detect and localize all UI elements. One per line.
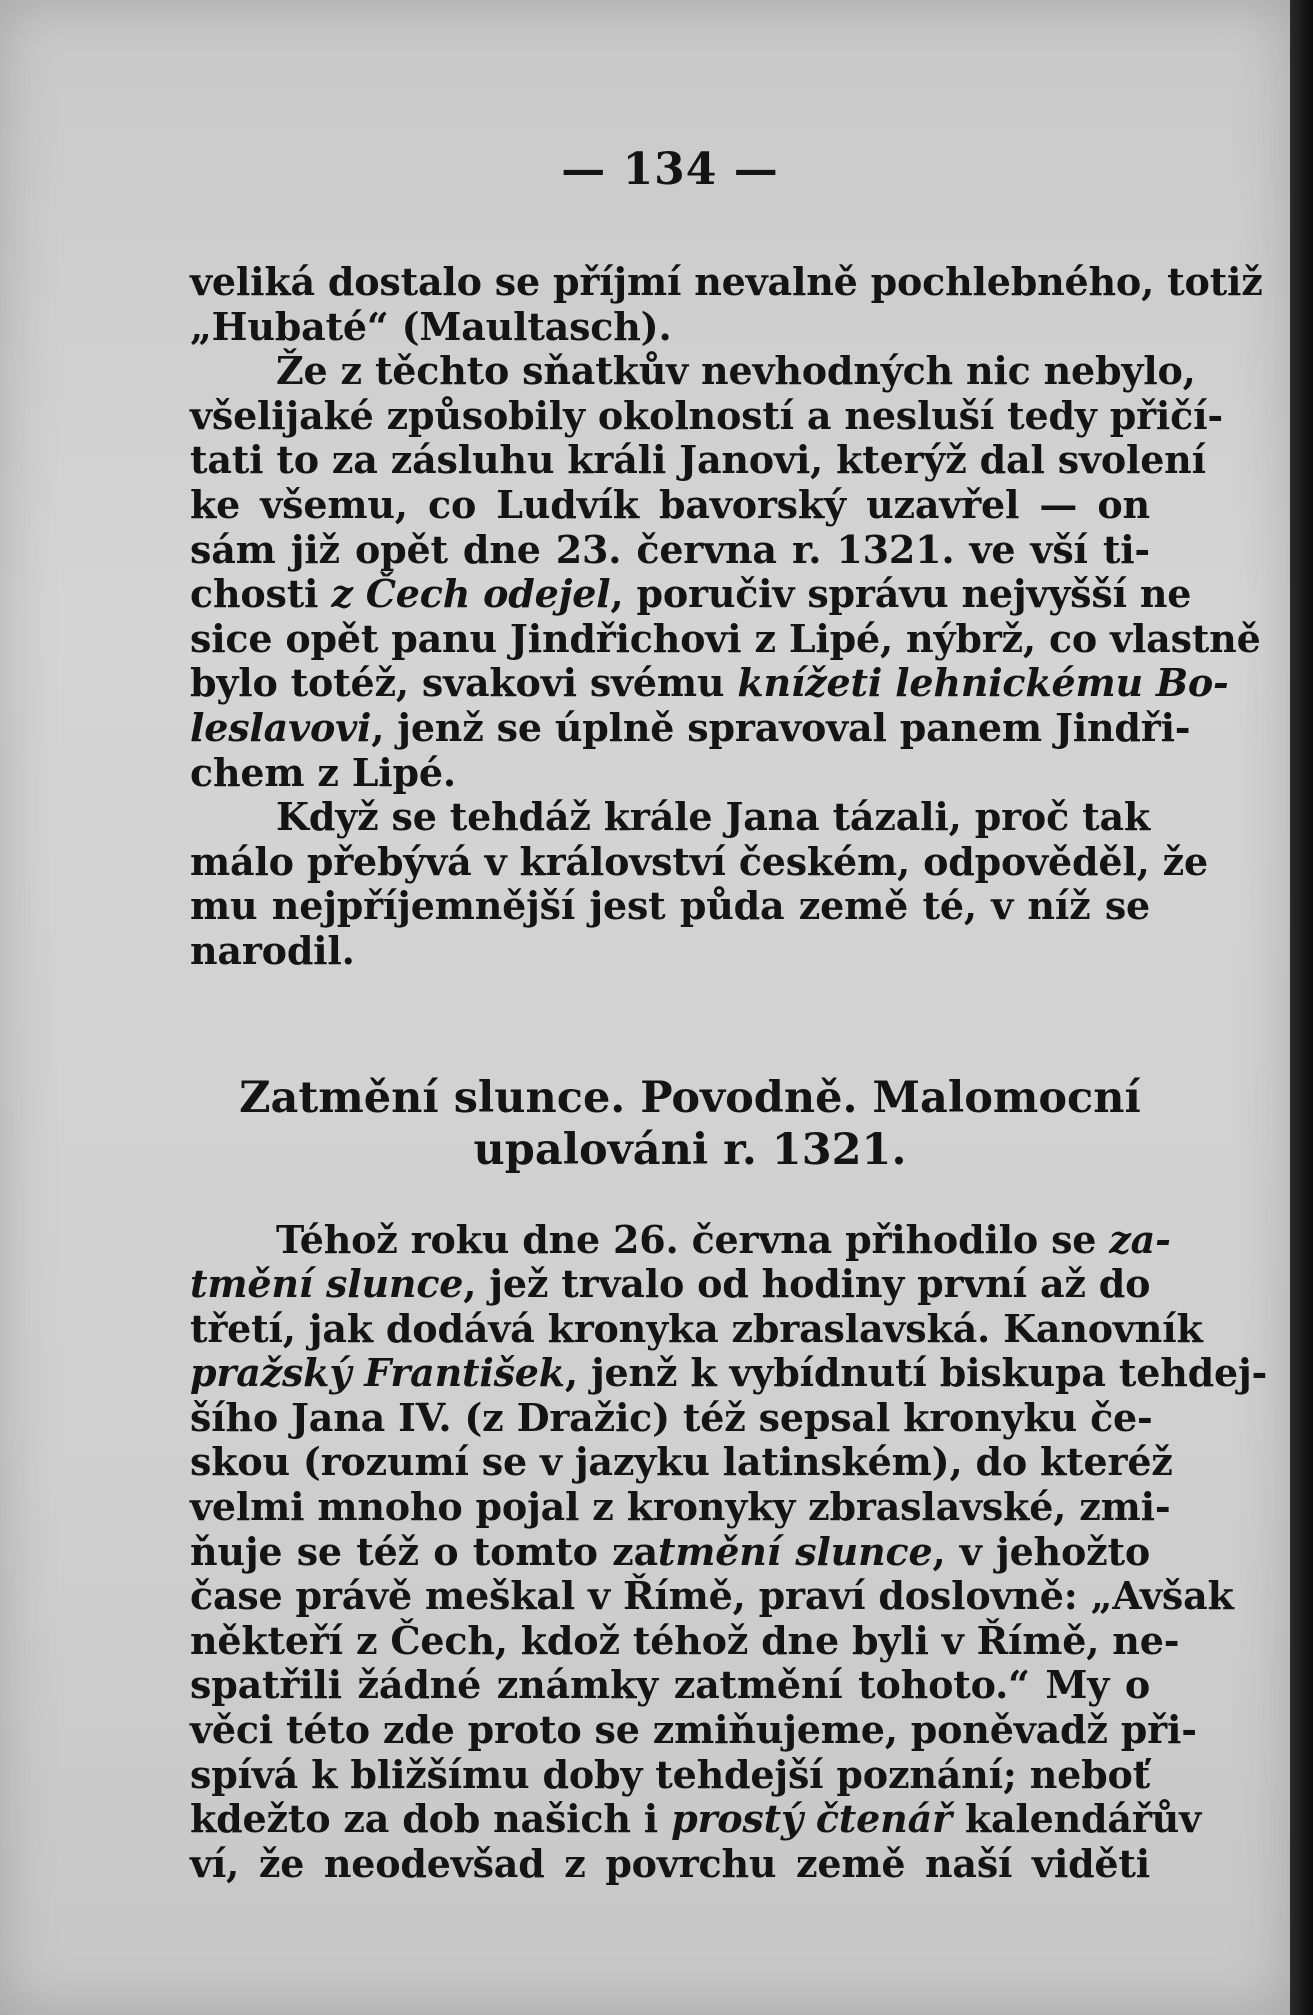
text-line: narodil. [190, 927, 355, 973]
text-line: spívá k bližšímu doby tehdejší poznání; neboť [190, 1751, 1150, 1797]
heading-line: Zatmění slunce. Povodně. Malomocní [239, 1072, 1141, 1123]
paragraph-2 [190, 348, 1261, 795]
text-line: třetí, jak dodává kronyka zbraslavská. Kanovník [190, 1305, 1203, 1351]
paragraph-1 [190, 259, 1263, 349]
text-line: bylo totéž, svakovi svému knížeti lehnickému Bo- [190, 660, 1229, 706]
page-edge-shadow [1290, 0, 1313, 2015]
text-line: sám již opět dne 23. června r. 1321. ve vší ti- [190, 526, 1150, 572]
text-line: někteří z Čech, kdož téhož dne byli v Římě, ne- [190, 1617, 1180, 1663]
heading-line: upalováni r. 1321. [473, 1124, 907, 1175]
text-line: všelijaké způsobily okolností a nesluší tedy přičí- [190, 392, 1223, 438]
text-line: Když se tehdáž krále Jana tázali, proč tak [276, 794, 1150, 840]
text-line: skou (rozumí se v jazyku latinském), do kteréž [190, 1439, 1173, 1485]
text-line: šího Jana IV. (z Dražic) též sepsal kronyku če- [190, 1394, 1153, 1440]
section-heading [190, 1072, 1150, 1176]
text-line: spatřili žádné známky zatmění tohoto.“ My o [190, 1662, 1150, 1708]
paragraph-3 [190, 794, 1208, 973]
text-line: Téhož roku dne 26. června přihodilo se za- [276, 1216, 1171, 1262]
text-line: ví, že neodevšad z povrchu země naší viděti [190, 1840, 1150, 1886]
text-line: velmi mnoho pojal z kronyky zbraslavské, zmi- [190, 1484, 1171, 1530]
text-line: pražský František, jenž k vybídnutí biskupa tehdej- [190, 1350, 1268, 1396]
text-line: „Hubaté“ (Maultasch). [190, 303, 672, 349]
text-line: ke všemu, co Ludvík bavorský uzavřel — on [190, 481, 1150, 527]
text-line: věci této zde proto se zmiňujeme, poněvadž při- [190, 1707, 1197, 1753]
text-line: Že z těchto sňatkův nevhodných nic nebylo, [276, 348, 1196, 394]
text-line: sice opět panu Jindřichovi z Lipé, nýbrž, co vlastně [190, 615, 1261, 661]
text-line: kdežto za dob našich i prostý čtenář kalendářův [190, 1796, 1201, 1842]
text-line: málo přebývá v království českém, odpověděl, že [190, 838, 1208, 884]
text-line: mu nejpříjemnější jest půda země té, v níž se [190, 883, 1150, 929]
text-line: chosti z Čech odejel, poručiv správu nejvyšší ne [190, 571, 1192, 617]
text-line: chem z Lipé. [190, 749, 456, 795]
page-number: — 134 — [561, 144, 779, 195]
text-line: veliká dostalo se příjmí nevalně pochlebného, totiž [190, 259, 1263, 304]
text-line: leslavovi, jenž se úplně spravoval panem Jindři- [190, 704, 1191, 750]
text-line: tmění slunce, jež trvalo od hodiny první až do [190, 1261, 1151, 1307]
book-page [190, 140, 1268, 1886]
text-line: ňuje se též o tomto zatmění slunce, v jehožto [190, 1528, 1150, 1574]
text-line: čase právě meškal v Římě, praví doslovně: „Avšak [190, 1573, 1234, 1619]
text-line: tati to za zásluhu králi Janovi, kterýž dal svolení [190, 437, 1206, 483]
paragraph-4 [190, 1216, 1268, 1887]
